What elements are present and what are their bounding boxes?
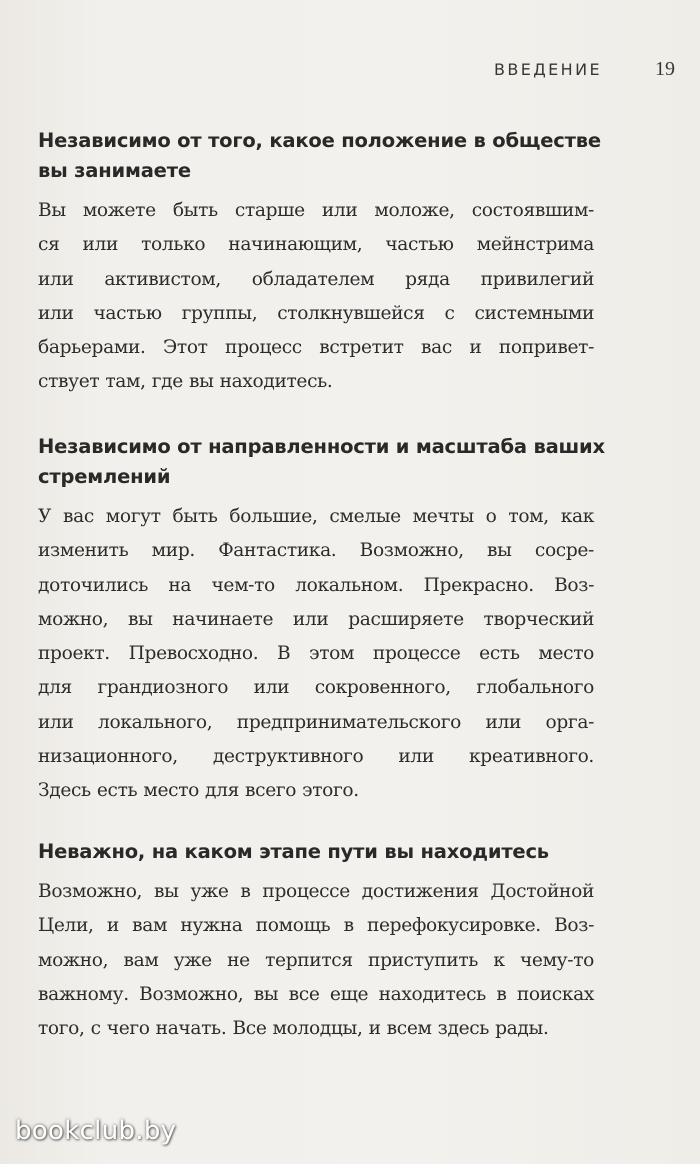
paragraph-line: того, с чего начать. Все молодцы, и всем здесь рады. [38, 1018, 549, 1040]
paragraph-line: Вы можете быть старше или моложе, состоявшим- [38, 200, 594, 221]
paragraph-line: Цели, и вам нужна помощь в перефокусировке. Воз- [38, 915, 594, 937]
watermark: bookclub.by [15, 1116, 177, 1146]
paragraph-line: или активистом, обладателем ряда привилегий [38, 268, 594, 290]
running-head: ВВЕДЕНИЕ [494, 60, 602, 79]
paragraph-line: Здесь есть место для всего этого. [38, 780, 359, 802]
section-heading [38, 126, 601, 186]
section-heading [38, 837, 594, 867]
paragraph-line: важному. Возможно, вы все еще находитесь в поисках [38, 983, 594, 1005]
section-aspirations [38, 432, 605, 809]
paragraph-line: низационного, деструктивного или креативного. [38, 746, 594, 768]
paragraph-line: доточились на чем-то локальном. Прекрасно. Воз- [38, 574, 594, 596]
page-number: 19 [655, 58, 675, 80]
section-paragraph [38, 194, 594, 400]
heading-line: стремлений [38, 465, 171, 488]
paragraph-line: или локального, предпринимательского или орга- [38, 711, 594, 733]
paragraph-line: ся или только начинающим, частью мейнстрима [38, 234, 594, 256]
paragraph-line: барьерами. Этот процесс встретит вас и попривет- [38, 337, 594, 359]
paragraph-line: или частью группы, столкнувшейся с системными [38, 302, 594, 324]
paragraph-line: У вас могут быть большие, смелые мечты о том, как [38, 506, 594, 527]
section-paragraph [38, 875, 594, 1046]
section-social-position [38, 126, 601, 400]
paragraph-line: изменить мир. Фантастика. Возможно, вы сосре- [38, 540, 594, 562]
section-heading [38, 432, 605, 492]
paragraph-line: Возможно, вы уже в процессе достижения Достойной [38, 881, 594, 902]
heading-line: Независимо от того, какое положение в обществе [38, 129, 601, 152]
heading-line: вы занимаете [38, 159, 191, 182]
heading-line: Независимо от направленности и масштаба ваших [38, 435, 605, 458]
paragraph-line: для грандиозного или сокровенного, глобального [38, 677, 594, 699]
page-content [38, 126, 605, 1040]
paragraph-line: можно, вы начинаете или расширяете творческий [38, 608, 594, 630]
paragraph-line: можно, вам уже не терпится приступить к чему-то [38, 949, 594, 971]
section-paragraph [38, 500, 594, 809]
paragraph-line: проект. Превосходно. В этом процессе есть место [38, 643, 594, 665]
section-path-stage [38, 837, 594, 1046]
paragraph-line: ствует там, где вы находитесь. [38, 371, 333, 393]
heading-line: Неважно, на каком этапе пути вы находитесь [38, 840, 549, 863]
